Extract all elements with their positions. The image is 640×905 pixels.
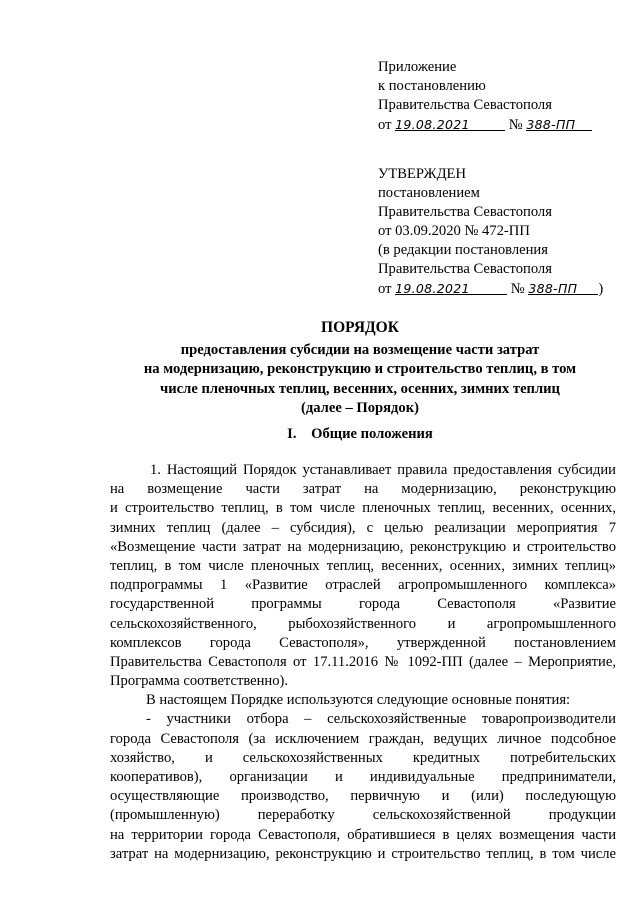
approved-line-5: Правительства Севастополя bbox=[378, 261, 552, 277]
body-line: затрат на модернизацию, реконструкцию и строительство теплиц, в том числе bbox=[110, 845, 616, 862]
body-line: и строительство теплиц, в том числе пленочных теплиц, весенних, осенних, bbox=[110, 500, 616, 517]
approved-num-handwritten: 388-ПП bbox=[528, 281, 578, 296]
appendix-line-1: Приложение bbox=[378, 59, 457, 75]
body-line: кооперативов), организации и индивидуальные предприниматели, bbox=[110, 769, 616, 785]
approved-line-2: Правительства Севастополя bbox=[378, 204, 552, 220]
approved-num-prefix: № bbox=[510, 281, 525, 297]
approved-heading: УТВЕРЖДЕН bbox=[378, 166, 466, 182]
body-line: подпрограммы 1 «Развитие отраслей агропромышленного комплекса» bbox=[110, 577, 616, 594]
appendix-date-field bbox=[395, 115, 505, 131]
approved-close-paren: ) bbox=[598, 281, 604, 297]
approved-date-handwritten: 19.08.2021 bbox=[395, 281, 470, 296]
section-title: Общие положения bbox=[311, 426, 433, 442]
body-line: хозяйство, и сельскохозяйственных кредитных потребительских bbox=[110, 749, 616, 766]
body-line: сельскохозяйственного, рыбохозяйственного и агропромышленного bbox=[110, 615, 616, 632]
approved-block bbox=[378, 165, 603, 299]
body-line: государственной программы города Севастополя «Развитие bbox=[110, 596, 616, 613]
section-number: I. bbox=[287, 426, 297, 442]
approved-date-line bbox=[378, 279, 603, 299]
body-line: зимних теплиц (далее – субсидия), с целью реализации мероприятия 7 bbox=[110, 519, 616, 536]
body-line: комплексов города Севастополя», утвержденной постановлением bbox=[110, 634, 616, 651]
title-main: ПОРЯДОК bbox=[321, 319, 399, 336]
body-line: теплиц, в том числе пленочных теплиц, весенних, осенних, зимних теплиц» bbox=[110, 557, 616, 574]
body-line: осуществляющие производство, первичную и (или) последующую bbox=[110, 788, 616, 805]
body-text bbox=[110, 461, 616, 864]
approved-line-4: (в редакции постановления bbox=[378, 242, 548, 258]
appendix-date-handwritten: 19.08.2021 bbox=[395, 117, 470, 132]
title-line-3: числе пленочных теплиц, весенних, осенних, зимних теплиц bbox=[160, 380, 560, 397]
approved-date-field bbox=[395, 279, 507, 295]
body-line: 1. Настоящий Порядок устанавливает правила предоставления субсидии bbox=[150, 462, 616, 478]
body-line: Программа соответственно). bbox=[110, 673, 289, 690]
body-line: В настоящем Порядке используются следующие основные понятия: bbox=[146, 692, 571, 709]
approved-date-prefix: от bbox=[378, 281, 392, 297]
body-line: на территории города Севастополя, обратившиеся в целях возмещения части bbox=[110, 826, 616, 843]
appendix-num-field bbox=[526, 115, 592, 131]
approved-line-3: от 03.09.2020 № 472-ПП bbox=[378, 223, 530, 239]
appendix-block bbox=[378, 58, 592, 135]
title-line-1: предоставления субсидии на возмещение части затрат bbox=[180, 341, 540, 358]
body-line: города Севастополя (за исключением граждан, ведущих личное подсобное bbox=[110, 730, 616, 747]
title-line-4: (далее – Порядок) bbox=[300, 400, 419, 416]
appendix-line-2: к постановлению bbox=[378, 78, 486, 94]
title-line-2: на модернизацию, реконструкцию и строительство теплиц, в том bbox=[143, 361, 577, 377]
body-line: (промышленную) переработку сельскохозяйственной продукции bbox=[110, 807, 616, 824]
appendix-num-handwritten: 388-ПП bbox=[526, 117, 576, 132]
document-title bbox=[100, 318, 620, 419]
body-line: на возмещение части затрат на модернизацию, реконструкцию bbox=[110, 481, 616, 498]
appendix-date-line bbox=[378, 115, 592, 135]
section-heading bbox=[100, 426, 620, 443]
body-line: Правительства Севастополя от 17.11.2016 № 1092-ПП (далее – Мероприятие, bbox=[110, 653, 616, 670]
appendix-num-prefix: № bbox=[508, 117, 523, 133]
approved-num-field bbox=[528, 279, 598, 295]
approved-line-1: постановлением bbox=[378, 185, 480, 201]
appendix-date-prefix: от bbox=[378, 117, 392, 133]
appendix-line-3: Правительства Севастополя bbox=[378, 97, 552, 113]
body-line: - участники отбора – сельскохозяйственные товаропроизводители bbox=[146, 711, 616, 728]
body-line: «Возмещение части затрат на модернизацию, реконструкцию и строительство bbox=[110, 538, 616, 555]
